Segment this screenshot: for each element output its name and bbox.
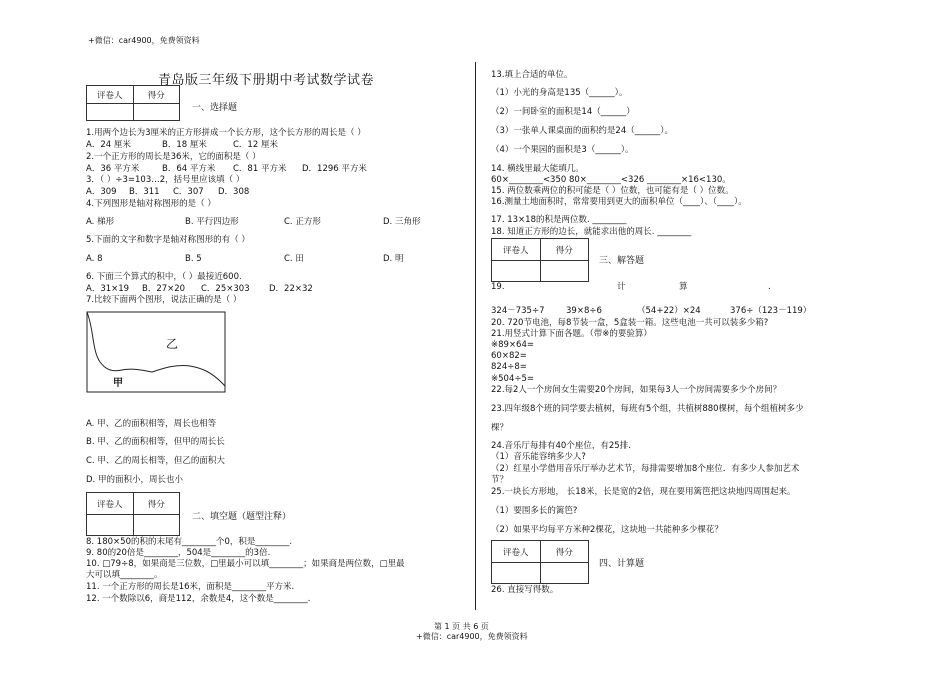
- question-7: 7.比较下面两个图形，说法正确的是（ ）: [86, 295, 242, 305]
- question-5: 5.下面的文字和数字是轴对称图形的有（ ）: [86, 235, 250, 245]
- page-title: 青岛版三年级下册期中考试数学试卷: [158, 73, 375, 88]
- q5-option-d: D. 明: [383, 254, 404, 264]
- question-25: 25.一块长方形地， 长18米，长是宽的2倍，现在要用篱笆把这块地四周围起来。: [491, 487, 796, 497]
- q25-part-2: （2）如果平均每平方米种2棵花，这块地一共能种多少棵花？: [491, 525, 723, 535]
- figure-label-yi: 乙: [166, 337, 179, 351]
- q3-option-d: D．308: [218, 187, 250, 197]
- q2-option-a: A．36 平方米: [86, 164, 140, 174]
- q19-expr-3: （54+22）×24: [637, 306, 701, 316]
- figure-label-jia: 甲: [113, 378, 123, 389]
- question-19: 19.: [491, 282, 505, 292]
- reviewer-label: 评卷人: [96, 90, 123, 101]
- q19-word-suan: 算: [679, 282, 688, 292]
- score-cell[interactable]: [540, 563, 589, 584]
- score-label: 得分: [540, 541, 589, 562]
- q24-part-2-line-1: （2）红星小学借用音乐厅举办艺术节，每排需要增加8个座位．有多少人参加艺术: [491, 464, 800, 474]
- score-label: 得分: [133, 86, 180, 103]
- q19-expr-4: 376÷（123－119）: [730, 306, 812, 316]
- score-box-2: [86, 492, 180, 536]
- q1-option-a: A．24 厘米: [86, 140, 131, 150]
- q4-option-d: D. 三角形: [383, 217, 421, 227]
- reviewer-label: 评卷人: [96, 499, 123, 510]
- q1-option-c: C．12 厘米: [233, 140, 278, 150]
- reviewer-label: 评卷人: [502, 245, 529, 256]
- q6-option-b: B．27×20: [142, 284, 186, 294]
- score-cell[interactable]: [133, 515, 180, 536]
- question-24: 24.音乐厅每排有40个座位，有25排.: [491, 441, 631, 451]
- q4-option-a: A. 梯形: [86, 217, 115, 227]
- q21-item-1: ※89×64=: [491, 340, 534, 350]
- question-8: 8. 180×50的积的末尾有________个0，积是________.: [86, 537, 293, 547]
- q19-period: .: [768, 282, 771, 292]
- q2-option-c: C．81 平方米: [233, 164, 287, 174]
- reviewer-cell[interactable]: [87, 104, 133, 121]
- q5-option-a: A. 8: [86, 254, 103, 264]
- score-cell[interactable]: [540, 261, 589, 282]
- question-4: 4.下列图形是轴对称图形的是（ ）: [86, 199, 216, 209]
- q4-option-b: B. 平行四边形: [185, 217, 239, 227]
- reviewer-label: 评卷人: [502, 547, 529, 558]
- question-13: 13.填上合适的单位。: [491, 70, 573, 80]
- question-26: 26. 直接写得数。: [491, 585, 559, 595]
- score-label: 得分: [540, 239, 589, 260]
- question-12: 12. 一个数除以6，商是112，余数是4，这个数是________.: [86, 594, 311, 604]
- watermark-bottom: +微信：car4900，免费领资料: [416, 632, 528, 641]
- q2-option-b: B．64 平方米: [162, 164, 216, 174]
- question-10-line-1: 10. □79÷8，如果商是三位数，□里最小可以填________；如果商是两位数，□里最: [86, 559, 405, 569]
- page-number: 第 1 页 共 6 页: [434, 622, 489, 631]
- q6-option-a: A．31×19: [86, 284, 130, 294]
- q19-expr-1: 324－735÷7: [491, 306, 545, 316]
- q13-item-4: （4）一个果园的面积是3（______）。: [491, 145, 634, 155]
- question-11: 11. 一个正方形的周长是16米，面积是________平方米.: [86, 582, 295, 592]
- q13-item-2: （2）一间卧室的面积是14（______）: [491, 107, 635, 117]
- question-14: 14. 横线里最大能填几。: [491, 164, 584, 174]
- q7-option-b: B. 甲、乙的面积相等，但甲的周长长: [86, 437, 225, 447]
- question-18: 18. 知道正方形的边长，就能求出他的周长. ________: [491, 227, 692, 237]
- q7-figure: [86, 310, 228, 394]
- question-10-line-2: 大可以填________。: [86, 570, 163, 580]
- score-label: 得分: [133, 493, 180, 514]
- q3-option-b: B．311: [129, 187, 160, 197]
- question-2: 2.一个正方形的周长是36米，它的面积是（ ）: [86, 152, 261, 162]
- q6-option-c: C．25×303: [201, 284, 250, 294]
- q19-expr-2: 39×8÷6: [566, 306, 602, 316]
- q2-option-d: D．1296 平方米: [302, 164, 367, 174]
- q6-option-d: D．22×32: [269, 284, 313, 294]
- watermark-top: +微信：car4900，免费领资料: [88, 36, 200, 45]
- q13-item-3: （3）一张单人课桌面的面积约是24（______）。: [491, 126, 673, 136]
- figure-outline: [87, 312, 225, 392]
- q14-blanks: 60×________<350 80×________<326 ________×16<130。: [491, 175, 731, 185]
- score-box-3: [491, 238, 589, 282]
- reviewer-cell[interactable]: [492, 261, 540, 282]
- section-heading-choice: 一、选择题: [192, 103, 238, 113]
- q21-item-4: ※504÷5=: [491, 374, 534, 384]
- question-9: 9. 80的20倍是________，504是________的3倍.: [86, 548, 271, 558]
- question-17: 17. 13×18的积是两位数. ________: [491, 215, 627, 225]
- q7-option-a: A. 甲、乙的面积相等，周长也相等: [86, 419, 217, 429]
- section-heading-fill: 二、填空题（题型注释）: [192, 512, 292, 522]
- q24-part-2-line-2: 节？: [491, 475, 509, 485]
- q7-option-c: C. 甲、乙的周长相等，但乙的面积大: [86, 456, 225, 466]
- question-20: 20. 720节电池，每8节装一盒，5盒装一箱。这些电池一共可以装多少箱?: [491, 318, 769, 328]
- q3-option-a: A．309: [86, 187, 117, 197]
- column-divider: [475, 62, 476, 610]
- q5-option-b: B. 5: [185, 254, 202, 264]
- section-heading-solve: 三、解答题: [599, 256, 645, 266]
- question-23-line-1: 23.四年级8个班的同学要去植树，每班有5个组，共植树880棵树，每个组植树多少: [491, 404, 804, 414]
- question-6: 6. 下面三个算式的积中，（ ）最接近600.: [86, 272, 242, 282]
- q4-option-c: C. 正方形: [284, 217, 321, 227]
- q5-option-c: C. 田: [284, 254, 304, 264]
- q7-option-d: D. 甲的面积小，周长也小: [86, 475, 183, 485]
- score-cell[interactable]: [133, 104, 180, 121]
- question-3: 3．（ ）÷3=103…2，括号里应该填（ ）: [86, 175, 245, 185]
- q21-item-2: 60×82=: [491, 351, 527, 361]
- q13-item-1: （1）小光的身高是135（______）。: [491, 88, 628, 98]
- question-1: 1.用两个边长为3厘米的正方形拼成一个长方形，这个长方形的周长是（ ）: [86, 128, 366, 138]
- q25-part-1: （1）要围多长的篱笆?: [491, 506, 578, 516]
- score-box-4: [491, 540, 589, 584]
- question-21: 21.用竖式计算下面各题。（带※的要验算）: [491, 329, 652, 339]
- question-16: 16.测量土地面积时，常常要用到更大的面积单位（____）、（____）。: [491, 197, 747, 207]
- score-box-1: [86, 85, 180, 121]
- reviewer-cell[interactable]: [492, 563, 540, 584]
- figure-dividing-curve: [87, 312, 225, 386]
- q1-option-b: B．18 厘米: [162, 140, 207, 150]
- question-22: 22.每2人一个房间女生需要20个房间，如果每3人一个房间需要多少个房间？: [491, 385, 782, 395]
- q24-part-1: （1）音乐能容纳多少人?: [491, 452, 586, 462]
- question-15: 15. 两位数乘两位的积可能是（ ）位数，也可能有是（ ）位数。: [491, 186, 734, 196]
- section-heading-calc: 四、计算题: [599, 559, 645, 569]
- q3-option-c: C．307: [173, 187, 204, 197]
- question-23-line-2: 棵？: [491, 423, 509, 433]
- q19-word-ji: 计: [617, 282, 626, 292]
- reviewer-cell[interactable]: [87, 515, 133, 536]
- q21-item-3: 824÷8=: [491, 362, 527, 372]
